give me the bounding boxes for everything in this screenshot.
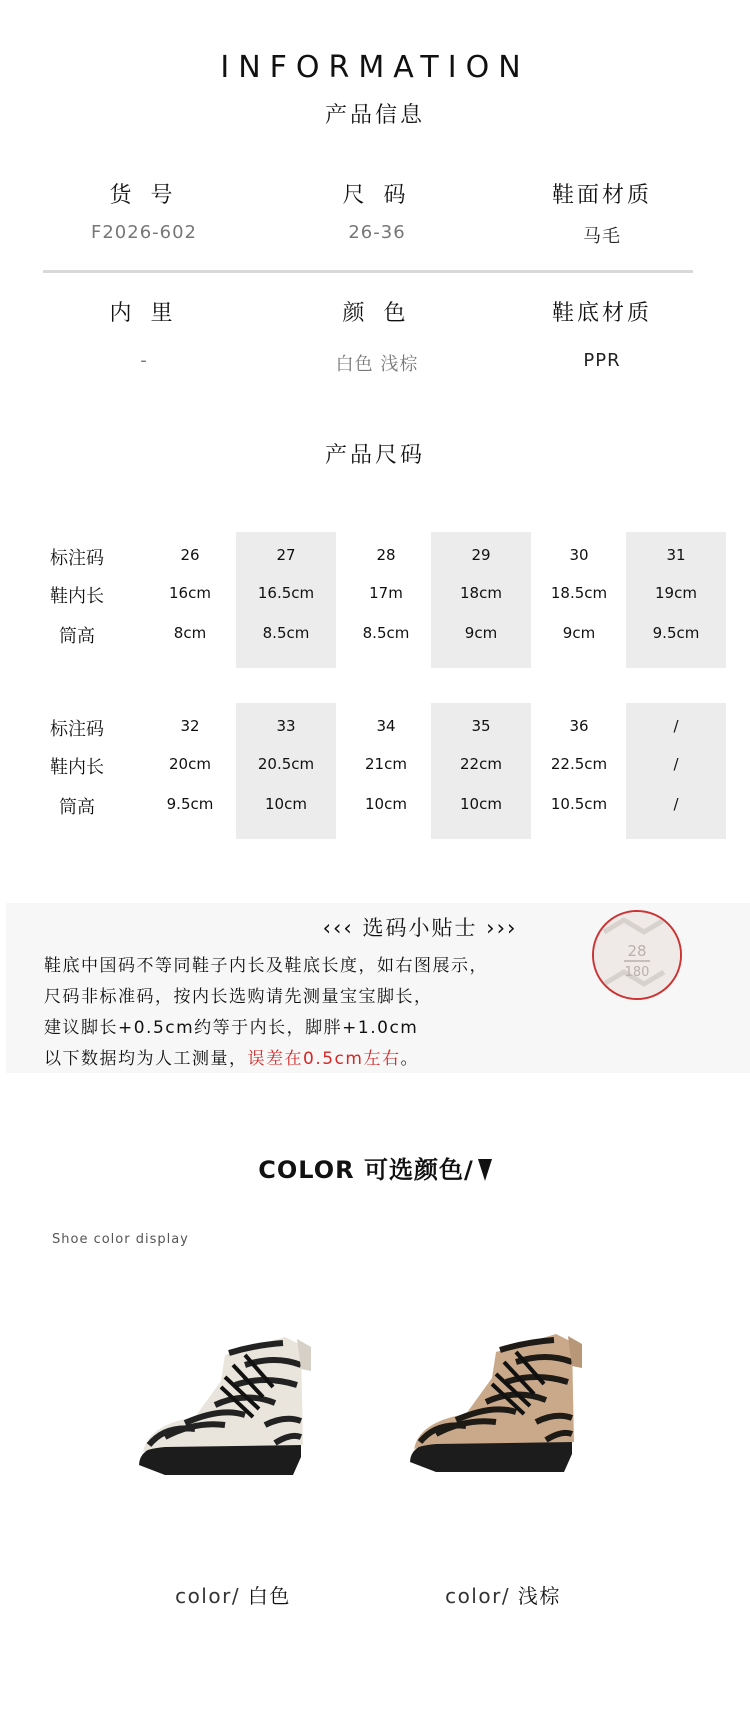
size-cell-size: 29 <box>471 546 491 564</box>
size-cell-size: 33 <box>276 717 296 735</box>
tips-line-4-prefix: 以下数据均为人工测量， <box>44 1049 248 1069</box>
attr-value-lining: - <box>140 350 148 371</box>
color-section-title-text: COLOR 可选颜色/ <box>258 1156 474 1184</box>
shaft-height-row-label: 筒高 <box>59 626 95 647</box>
size-cell-height: 10cm <box>460 795 502 813</box>
size-table-2 <box>40 703 724 839</box>
sole-size-image <box>592 910 682 1000</box>
color-caption-prefix: color/ <box>445 1584 518 1608</box>
attr-label-item-number: 货 号 <box>109 183 179 208</box>
size-cell-size: 34 <box>376 717 396 735</box>
color-name-white: 白色 <box>247 1584 291 1608</box>
size-tips-title: ‹‹‹ 选码小贴士 ››› <box>322 916 518 940</box>
size-cell-length: 18.5cm <box>550 584 608 602</box>
size-cell-size: 36 <box>569 717 589 735</box>
attr-label-lining: 内 里 <box>109 301 179 326</box>
inner-length-row-label: 鞋内长 <box>50 586 104 607</box>
tips-line-1: 鞋底中国码不等同鞋子内长及鞋底长度，如右图展示， <box>44 956 488 976</box>
tips-error-note: 误差在0.5cm左右 <box>247 1049 401 1069</box>
shoe-image-white <box>125 1325 325 1505</box>
size-cell-length: 20cm <box>169 755 211 773</box>
attr-value-upper-material: 马毛 <box>583 226 621 247</box>
size-cell-size: 26 <box>180 546 200 564</box>
color-section-title <box>0 1150 750 1185</box>
sole-mark-length: 180 <box>624 965 650 980</box>
boot-brown-icon <box>396 1322 596 1502</box>
size-cell-size: / <box>673 717 679 735</box>
attr-label-color: 颜 色 <box>342 301 412 326</box>
color-caption-prefix: color/ <box>175 1584 248 1608</box>
size-cell-size: 32 <box>180 717 200 735</box>
size-cell-length: 16.5cm <box>257 584 315 602</box>
information-title: INFORMATION <box>220 50 530 85</box>
size-cell-height: 10cm <box>365 795 407 813</box>
size-cell-size: 31 <box>666 546 686 564</box>
size-cell-size: 30 <box>569 546 589 564</box>
size-cell-length: 19cm <box>655 584 697 602</box>
size-cell-height: 9cm <box>464 624 498 642</box>
sole-mark-size: 28 <box>627 942 647 960</box>
divider <box>43 270 693 273</box>
size-cell-length: 22cm <box>460 755 502 773</box>
size-cell-size: 27 <box>276 546 296 564</box>
color-caption-white <box>103 1580 363 1609</box>
size-cell-length: 16cm <box>169 584 211 602</box>
size-cell-height: / <box>673 795 679 813</box>
shoe-color-display-label: Shoe color display <box>52 1232 189 1247</box>
size-cell-height: 8cm <box>173 624 207 642</box>
size-cell-length: 17m <box>369 584 403 602</box>
size-cell-size: 35 <box>471 717 491 735</box>
size-cell-height: 9cm <box>562 624 596 642</box>
size-label-row-label: 标注码 <box>50 719 104 740</box>
attr-value-size: 26-36 <box>348 222 406 243</box>
size-cell-height: 10.5cm <box>550 795 608 813</box>
shoe-image-light-brown <box>396 1322 596 1502</box>
tips-line-3: 建议脚长+0.5cm约等于内长，脚胖+1.0cm <box>44 1018 419 1038</box>
size-section-title: 产品尺码 <box>324 443 425 468</box>
tips-line-4 <box>44 1044 419 1069</box>
shaft-height-row-label: 筒高 <box>59 797 95 818</box>
size-cell-height: 8.5cm <box>262 624 310 642</box>
tips-line-4-suffix: 。 <box>400 1049 419 1069</box>
attr-label-sole-material: 鞋底材质 <box>551 301 652 326</box>
color-caption-light-brown <box>373 1580 633 1609</box>
size-cell-length: 18cm <box>460 584 502 602</box>
size-cell-length: 22.5cm <box>550 755 608 773</box>
size-cell-height: 10cm <box>265 795 307 813</box>
attr-value-item-number: F2026-602 <box>90 222 197 243</box>
size-cell-height: 9.5cm <box>166 795 214 813</box>
tips-line-2: 尺码非标准码，按内长选购请先测量宝宝脚长， <box>44 987 433 1007</box>
size-cell-size: 28 <box>376 546 396 564</box>
down-arrow-icon <box>478 1159 492 1181</box>
boot-white-icon <box>125 1325 325 1505</box>
color-name-light-brown: 浅棕 <box>517 1584 561 1608</box>
attr-value-color: 白色 浅棕 <box>335 354 419 375</box>
size-cell-height: 8.5cm <box>362 624 410 642</box>
size-cell-length: 20.5cm <box>257 755 315 773</box>
product-info-subtitle: 产品信息 <box>324 103 425 128</box>
sole-pattern-icon <box>594 912 680 998</box>
inner-length-row-label: 鞋内长 <box>50 757 104 778</box>
size-label-row-label: 标注码 <box>50 548 104 569</box>
attr-label-upper-material: 鞋面材质 <box>551 183 652 208</box>
attr-label-size: 尺 码 <box>342 183 412 208</box>
size-cell-height: 9.5cm <box>652 624 700 642</box>
attr-value-sole-material: PPR <box>583 350 621 371</box>
size-cell-length: 21cm <box>365 755 407 773</box>
size-cell-length: / <box>673 755 679 773</box>
size-table-1 <box>40 532 724 668</box>
